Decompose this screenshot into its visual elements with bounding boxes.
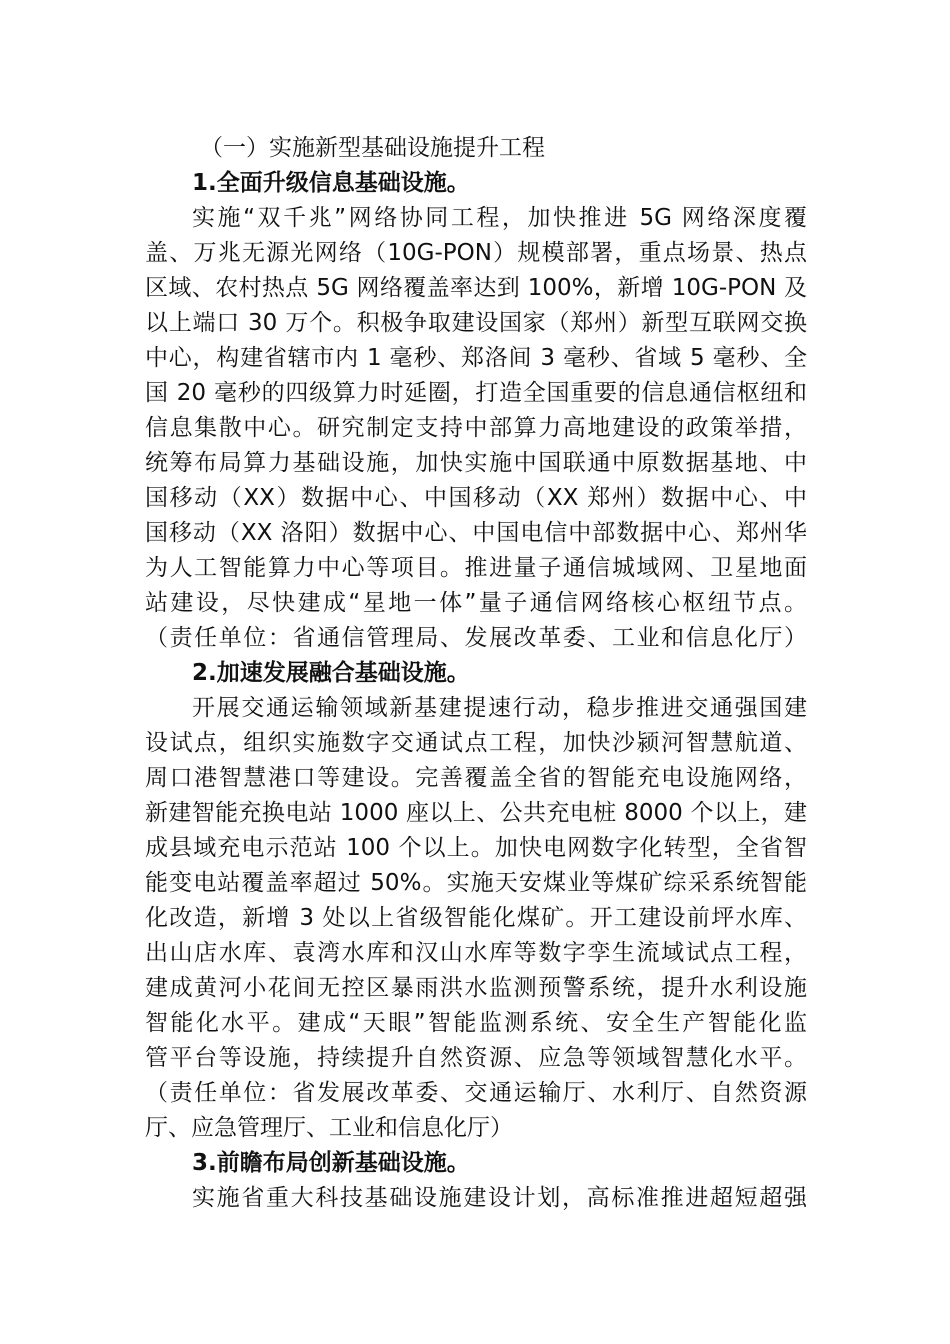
item-2-line: 新建智能充换电站 1000 座以上、公共充电桩 8000 个以上，建 <box>145 800 807 826</box>
item-1-responsible-units: （责任单位：省通信管理局、发展改革委、工业和信息化厅） <box>145 625 807 651</box>
item-1-line: 国移动（XX 洛阳）数据中心、中国电信中部数据中心、郑州华 <box>145 520 807 546</box>
item-1-line: 中心，构建省辖市内 1 毫秒、郑洛间 3 毫秒、省域 5 毫秒、全 <box>145 345 807 371</box>
item-1-line: 盖、万兆无源光网络（10G-PON）规模部署，重点场景、热点 <box>145 240 807 266</box>
item-2-line: 能变电站覆盖率超过 50%。实施天安煤业等煤矿综采系统智能 <box>145 870 807 896</box>
section-heading: （一）实施新型基础设施提升工程 <box>200 135 545 161</box>
item-1-line: 统筹布局算力基础设施，加快实施中国联通中原数据基地、中 <box>145 450 807 476</box>
item-1-title: 1.全面升级信息基础设施。 <box>192 170 470 196</box>
item-1-line: 站建设，尽快建成“星地一体”量子通信网络核心枢纽节点。 <box>145 590 807 616</box>
item-2-line: 智能化水平。建成“天眼”智能监测系统、安全生产智能化监 <box>145 1010 807 1036</box>
item-1-line: 以上端口 30 万个。积极争取建设国家（郑州）新型互联网交换 <box>145 310 807 336</box>
item-1-line: 为人工智能算力中心等项目。推进量子通信城域网、卫星地面 <box>145 555 807 581</box>
item-2-responsible-units: 厅、应急管理厅、工业和信息化厅） <box>145 1115 513 1141</box>
item-2-line: 设试点，组织实施数字交通试点工程，加快沙颍河智慧航道、 <box>145 730 807 756</box>
item-1-line: 国移动（XX）数据中心、中国移动（XX 郑州）数据中心、中 <box>145 485 807 511</box>
item-1-line: 信息集散中心。研究制定支持中部算力高地建设的政策举措， <box>145 415 807 441</box>
item-2-line: 出山店水库、袁湾水库和汉山水库等数字孪生流域试点工程， <box>145 940 807 966</box>
item-3-line: 实施省重大科技基础设施建设计划，高标准推进超短超强 <box>192 1185 807 1211</box>
item-1-line: 区域、农村热点 5G 网络覆盖率达到 100%，新增 10G-PON 及 <box>145 275 807 301</box>
item-3-title: 3.前瞻布局创新基础设施。 <box>192 1150 470 1176</box>
item-2-responsible-units: （责任单位：省发展改革委、交通运输厅、水利厅、自然资源 <box>145 1080 807 1106</box>
item-2-line: 化改造，新增 3 处以上省级智能化煤矿。开工建设前坪水库、 <box>145 905 807 931</box>
item-2-line: 周口港智慧港口等建设。完善覆盖全省的智能充电设施网络， <box>145 765 807 791</box>
item-2-line: 成县域充电示范站 100 个以上。加快电网数字化转型，全省智 <box>145 835 807 861</box>
item-2-line: 开展交通运输领域新基建提速行动，稳步推进交通强国建 <box>192 695 807 721</box>
item-2-line: 建成黄河小花间无控区暴雨洪水监测预警系统，提升水利设施 <box>145 975 807 1001</box>
item-2-line: 管平台等设施，持续提升自然资源、应急等领域智慧化水平。 <box>145 1045 807 1071</box>
item-1-line: 国 20 毫秒的四级算力时延圈，打造全国重要的信息通信枢纽和 <box>145 380 807 406</box>
item-2-title: 2.加速发展融合基础设施。 <box>192 660 470 686</box>
item-1-line: 实施“双千兆”网络协同工程，加快推进 5G 网络深度覆 <box>192 205 807 231</box>
